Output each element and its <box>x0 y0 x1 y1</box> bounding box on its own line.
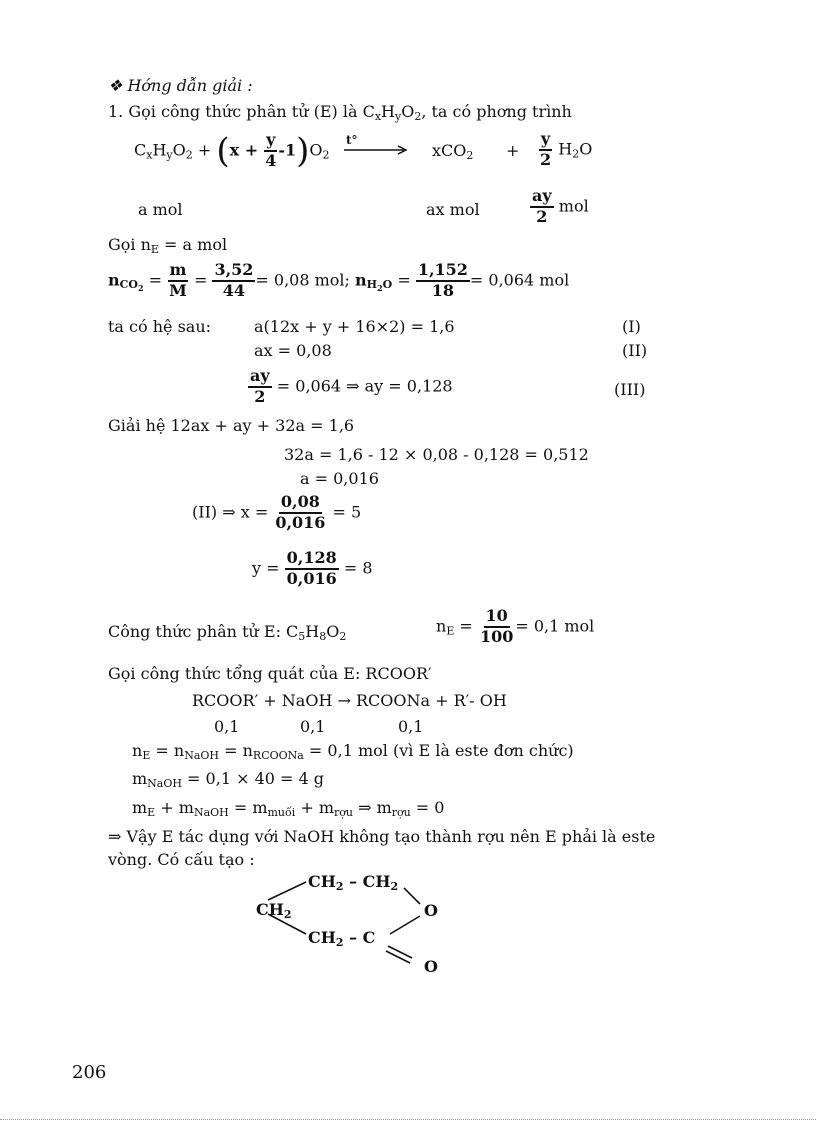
bullet-icon: ❖ <box>108 76 123 95</box>
h2o-product: $\frac{y}{2}$ $H_2O$ <box>540 129 593 169</box>
mol-a: a mol <box>138 200 183 219</box>
system-eq1: a(12x + y + 16×2) = 1,6 <box>254 317 455 336</box>
label-I: (I) <box>622 317 641 336</box>
system-eq2: ax = 0,08 <box>254 341 332 360</box>
reaction-arrow-icon <box>344 144 410 156</box>
naoh-mass: $m_{NaOH} = 0,1 \times 40 = 4$ g <box>132 769 325 790</box>
mass-balance: $m_E + m_{NaOH} = m_{muối} + m_{rợu}$ ⇒ $m_{rợu} = 0$ <box>132 798 445 819</box>
conclusion-line1: ⇒ Vậy E tác dụng với NaOH không tạo thành rợu nên E phải là este <box>108 827 656 846</box>
ne-line: Gọi $n_E = a$ mol <box>108 235 228 256</box>
step1-text: 1. Gọi công thức phân tử (E) là $C_xH_yO_2$, ta có phơng trình <box>108 102 572 123</box>
structure-top: $CH_2 - CH_2$ <box>308 872 399 893</box>
mol-3: 0,1 <box>398 717 424 736</box>
label-III: (III) <box>614 380 646 399</box>
conclusion-line2: vòng. Có cấu tạo : <box>108 850 255 869</box>
system-eq3: $\frac{ay}{2}$ = 0,064 ⇒ ay = 0,128 <box>250 366 453 406</box>
y-over-4: $\frac{y}{4}$ <box>265 130 277 170</box>
combustion-equation: $C_xH_yO_2 + (x$ + $\frac{y}{4}$ $-1)O_2$ <box>134 130 330 171</box>
molecular-formula: Công thức phân tử E: $C_5H_8O_2$ <box>108 622 347 643</box>
ring-bonds-icon <box>240 870 450 980</box>
mole-equality: $n_E = n_{NaOH} = n_{RCOONa} = 0,1$ mol (vì E là este đơn chức) <box>132 741 574 762</box>
structure-o2: O <box>424 957 438 976</box>
mol-1: 0,1 <box>214 717 240 736</box>
page-bottom-divider <box>0 1119 816 1120</box>
moles-calculation: $n_{CO_2}$ = $\frac{m}{M}$ = $\frac{3,52}{44}$ = 0,08 mol; $n_{H_2O}$ = $\frac{1,152}{18}$ = 0,064 mol <box>108 260 570 300</box>
mol-ax: ax mol <box>426 200 480 219</box>
solve-line1: Giải hệ 12ax + ay + 32a = 1,6 <box>108 416 355 435</box>
solve-line2: 32a = 1,6 - 12 × 0,08 - 0,128 = 0,512 <box>284 445 589 464</box>
page-number: 206 <box>72 1062 107 1083</box>
mol-2: 0,1 <box>300 717 326 736</box>
co2-product: xCO$_2$ <box>432 141 474 162</box>
structure-o1: O <box>424 901 438 920</box>
structure-left: $CH_2$ <box>256 900 292 921</box>
y-result: y = $\frac{0,128}{0,016}$ = 8 <box>252 548 373 588</box>
solution-heading: ❖ Hớng dẫn giải : <box>108 76 253 95</box>
heat-label: t° <box>346 133 358 147</box>
x-result: (II) ⇒ x = $\frac{0,08}{0,016}$ = 5 <box>192 492 362 532</box>
mol-ay: $\frac{ay}{2}$ mol <box>532 186 589 226</box>
general-formula-line: Gọi công thức tổng quát của E: RCOOR′ <box>108 664 432 683</box>
ne-value: $n_E$ = $\frac{10}{100}$ = 0,1 mol <box>436 606 595 646</box>
system-intro: ta có hệ sau: <box>108 317 212 336</box>
saponification-equation: RCOOR′ + NaOH → RCOONa + R′- OH <box>192 691 507 710</box>
solve-line3: a = 0,016 <box>300 469 379 488</box>
label-II: (II) <box>622 341 648 360</box>
structure-bottom: $CH_2$ – C <box>308 928 376 949</box>
plus-sign: + <box>506 141 520 160</box>
